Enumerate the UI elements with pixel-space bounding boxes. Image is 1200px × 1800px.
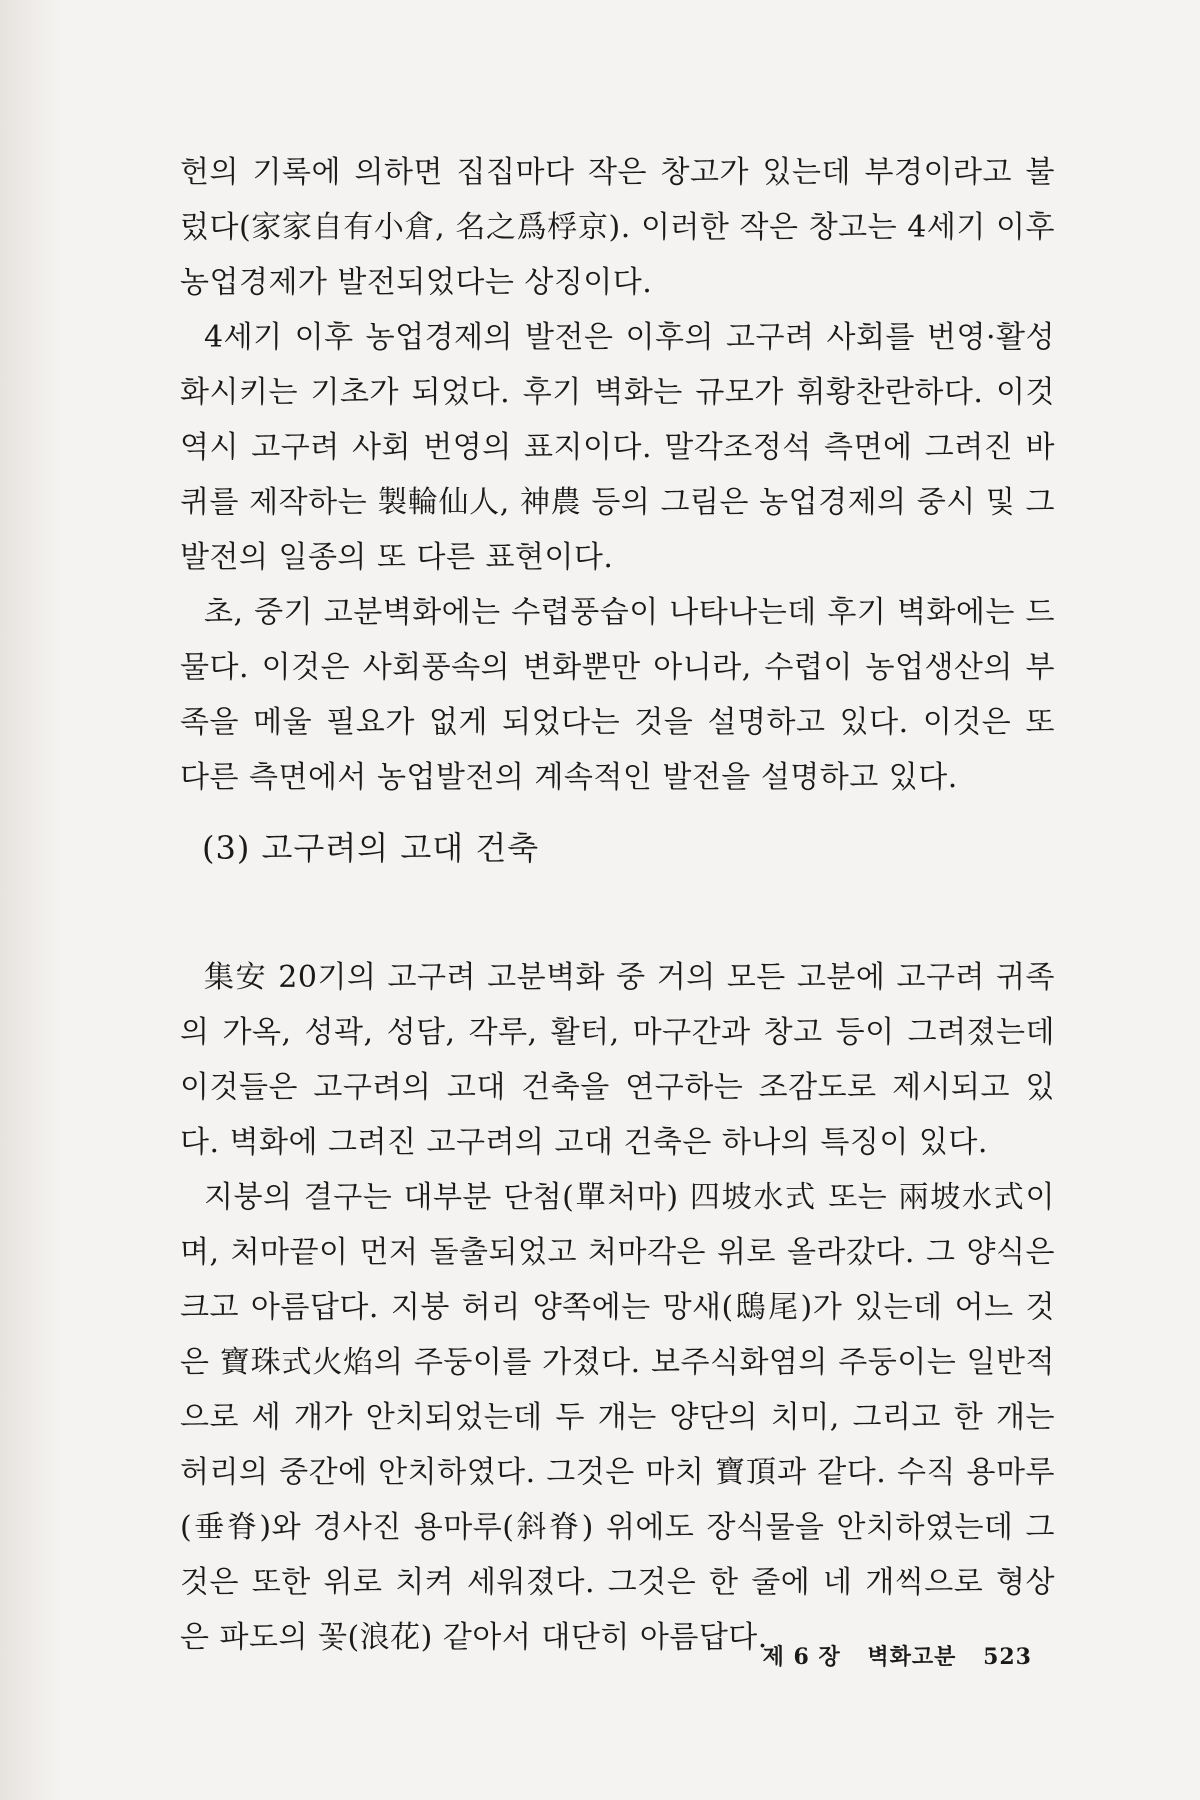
paragraph-5: 지붕의 결구는 대부분 단첨(單처마) 四坡水式 또는 兩坡水式이며, 처마끝이 먼저 돌출되었고 처마각은 위로 올라갔다. 그 양식은 크고 아름답다. 지붕 허리 양쪽에는 망새(鴟尾)가 있는데 어느 것은 寶珠式火焰의 주둥이를 가졌다. 보주식화염의 주둥이는 일반적으로 세 개가 안치되었는데 두 개는 양단의 치미, 그리고 한 개는 허리의 중간에 안치하였다. 그것은 마치 寶頂과 같다. 수직 용마루(垂脊)와 경사진 용마루(斜脊) 위에도 장식물을 안치하였는데 그것은 또한 위로 치켜 세워졌다. 그것은 한 줄에 네 개씩으로 형상은 파도의 꽃(浪花) 같아서 대단히 아름답다.: [180, 1180, 1055, 1655]
paragraph-3: 초, 중기 고분벽화에는 수렵풍습이 나타나는데 후기 벽화에는 드물다. 이것은 사회풍속의 변화뿐만 아니라, 수렵이 농업생산의 부족을 메울 필요가 없게 되었다는 것을 설명하고 있다. 이것은 또 다른 측면에서 농업발전의 계속적인 발전을 설명하고 있다.: [180, 595, 1055, 795]
paragraph-1: 헌의 기록에 의하면 집집마다 작은 창고가 있는데 부경이라고 불렀다(家家自有小倉, 名之爲桴京). 이러한 작은 창고는 4세기 이후 농업경제가 발전되었다는 상징이다.: [180, 155, 1055, 300]
body-text-block-bottom: [180, 950, 1055, 1665]
page-scan-edge: [0, 0, 60, 1800]
page-footer: [763, 1640, 1032, 1671]
footer-chapter-title: 벽화고분: [867, 1644, 957, 1670]
paragraph-4: 集安 20기의 고구려 고분벽화 중 거의 모든 고분에 고구려 귀족의 가옥, 성곽, 성담, 각루, 활터, 마구간과 창고 등이 그려졌는데 이것들은 고구려의 고대 건축을 연구하는 조감도로 제시되고 있다. 벽화에 그려진 고구려의 고대 건축은 하나의 특징이 있다.: [180, 960, 1055, 1160]
body-text-block-top: [180, 145, 1055, 805]
paragraph-2: 4세기 이후 농업경제의 발전은 이후의 고구려 사회를 번영·활성화시키는 기초가 되었다. 후기 벽화는 규모가 휘황찬란하다. 이것 역시 고구려 사회 번영의 표지이다. 말각조정석 측면에 그려진 바퀴를 제작하는 製輪仙人, 神農 등의 그림은 농업경제의 중시 및 그 발전의 일종의 또 다른 표현이다.: [180, 320, 1055, 575]
footer-chapter: 제 6 장: [762, 1644, 841, 1670]
page-number: 523: [983, 1644, 1032, 1670]
section-heading: (3) 고구려의 고대 건축: [202, 829, 540, 867]
